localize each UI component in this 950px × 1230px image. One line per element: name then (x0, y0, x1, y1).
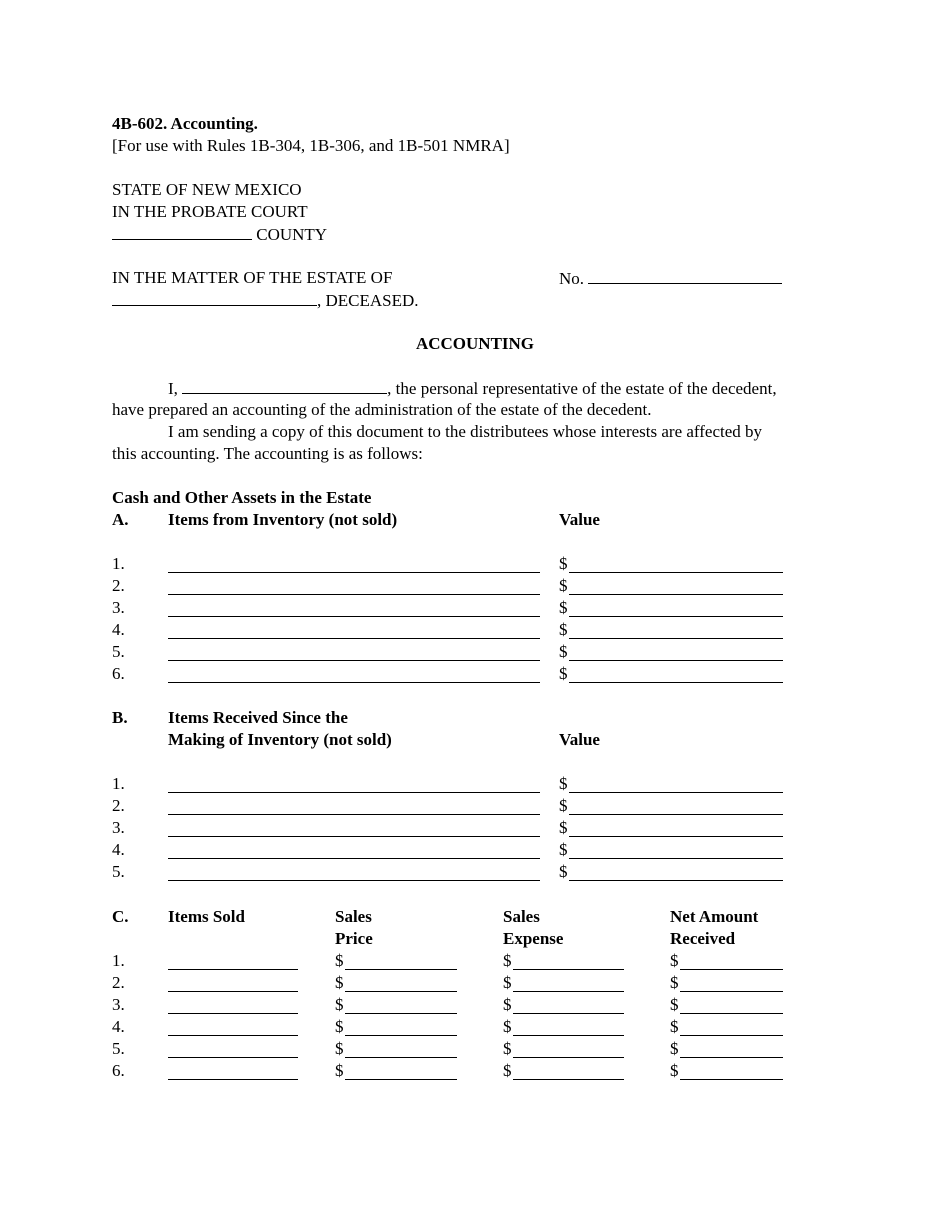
representative-name-blank[interactable] (182, 377, 387, 394)
county-label: COUNTY (256, 225, 328, 244)
section-a-title: Items from Inventory (not sold) (168, 510, 398, 529)
section-c-sales-price-dollar-sign: $ (335, 1039, 344, 1058)
section-a-dollar-sign: $ (559, 576, 568, 595)
section-c-col-net-amount-1: Net Amount (670, 907, 759, 926)
section-b-row-number: 2. (112, 796, 125, 815)
paragraph-1-line-1 (112, 377, 777, 400)
section-a-dollar-sign: $ (559, 554, 568, 573)
section-c-item-blank[interactable] (168, 1035, 298, 1036)
section-b-value-header: Value (559, 730, 600, 749)
section-c-col-items-sold: Items Sold (168, 907, 245, 926)
decedent-name-blank[interactable] (112, 289, 317, 306)
section-c-net-amount-dollar-sign: $ (670, 951, 679, 970)
section-c-net-amount-blank[interactable] (680, 969, 783, 970)
section-b-value-blank[interactable] (569, 814, 783, 815)
section-c-net-amount-blank[interactable] (680, 1079, 783, 1080)
section-a-value-blank[interactable] (569, 682, 783, 683)
section-a-dollar-sign: $ (559, 598, 568, 617)
section-a-letter: A. (112, 510, 129, 529)
section-c-row-number: 2. (112, 973, 125, 992)
section-c-net-amount-blank[interactable] (680, 1057, 783, 1058)
section-c-net-amount-dollar-sign: $ (670, 1061, 679, 1080)
section-c-item-blank[interactable] (168, 1013, 298, 1014)
section-c-sales-expense-dollar-sign: $ (503, 973, 512, 992)
section-a-row-number: 5. (112, 642, 125, 661)
section-a-item-blank[interactable] (168, 638, 540, 639)
section-b-value-blank[interactable] (569, 858, 783, 859)
section-a-row-number: 1. (112, 554, 125, 573)
section-b-row-number: 3. (112, 818, 125, 837)
section-c-item-blank[interactable] (168, 1079, 298, 1080)
section-c-sales-price-blank[interactable] (345, 1079, 457, 1080)
section-c-sales-price-blank[interactable] (345, 1057, 457, 1058)
deceased-line (112, 289, 419, 312)
section-a-dollar-sign: $ (559, 620, 568, 639)
section-b-value-blank[interactable] (569, 792, 783, 793)
section-c-col-sales-expense-1: Sales (503, 907, 540, 926)
rule-title: 4B-602. Accounting. (112, 114, 258, 133)
section-a-item-blank[interactable] (168, 682, 540, 683)
county-blank[interactable] (112, 223, 252, 240)
section-a-row-number: 3. (112, 598, 125, 617)
section-c-sales-price-blank[interactable] (345, 969, 457, 970)
section-b-value-blank[interactable] (569, 880, 783, 881)
section-b-item-blank[interactable] (168, 880, 540, 881)
section-b-value-blank[interactable] (569, 836, 783, 837)
case-number-blank[interactable] (588, 267, 782, 284)
section-c-sales-expense-dollar-sign: $ (503, 951, 512, 970)
section-c-net-amount-dollar-sign: $ (670, 995, 679, 1014)
paragraph-1-line-2: have prepared an accounting of the administration of the estate of the decedent. (112, 400, 652, 419)
section-b-item-blank[interactable] (168, 792, 540, 793)
case-number-line (559, 267, 782, 290)
section-c-item-blank[interactable] (168, 969, 298, 970)
section-c-sales-price-dollar-sign: $ (335, 1061, 344, 1080)
p2-text: I am sending a copy of this document to the distributees whose interests are affected by (168, 422, 763, 441)
section-a-item-blank[interactable] (168, 660, 540, 661)
section-c-sales-expense-blank[interactable] (513, 991, 624, 992)
section-a-dollar-sign: $ (559, 664, 568, 683)
section-b-dollar-sign: $ (559, 774, 568, 793)
section-a-value-blank[interactable] (569, 572, 783, 573)
section-a-item-blank[interactable] (168, 616, 540, 617)
section-a-row-number: 6. (112, 664, 125, 683)
section-b-letter: B. (112, 708, 128, 727)
p1-start: I, (168, 379, 178, 398)
section-b-row-number: 1. (112, 774, 125, 793)
section-c-sales-expense-blank[interactable] (513, 1079, 624, 1080)
deceased-label: , DECEASED. (317, 291, 419, 310)
section-c-sales-expense-dollar-sign: $ (503, 1039, 512, 1058)
section-heading: Cash and Other Assets in the Estate (112, 488, 372, 507)
section-c-net-amount-dollar-sign: $ (670, 1039, 679, 1058)
section-c-row-number: 5. (112, 1039, 125, 1058)
section-c-sales-price-dollar-sign: $ (335, 995, 344, 1014)
section-c-sales-price-blank[interactable] (345, 1035, 457, 1036)
paragraph-2-line-2: this accounting. The accounting is as follows: (112, 444, 423, 463)
section-b-item-blank[interactable] (168, 858, 540, 859)
section-b-dollar-sign: $ (559, 862, 568, 881)
section-b-row-number: 4. (112, 840, 125, 859)
section-b-title-line-2: Making of Inventory (not sold) (168, 730, 392, 749)
section-c-item-blank[interactable] (168, 991, 298, 992)
section-a-value-blank[interactable] (569, 594, 783, 595)
section-b-dollar-sign: $ (559, 796, 568, 815)
section-c-net-amount-blank[interactable] (680, 1035, 783, 1036)
section-c-letter: C. (112, 907, 129, 926)
section-c-sales-price-blank[interactable] (345, 991, 457, 992)
rule-note: [For use with Rules 1B-304, 1B-306, and 1B-501 NMRA] (112, 136, 510, 155)
document-title: ACCOUNTING (415, 334, 535, 353)
section-c-sales-price-dollar-sign: $ (335, 973, 344, 992)
county-line (112, 223, 327, 246)
section-c-net-amount-blank[interactable] (680, 1013, 783, 1014)
section-c-col-sales-price-2: Price (335, 929, 373, 948)
section-c-col-sales-price-1: Sales (335, 907, 372, 926)
section-a-row-number: 2. (112, 576, 125, 595)
section-c-sales-expense-blank[interactable] (513, 1035, 624, 1036)
estate-matter: IN THE MATTER OF THE ESTATE OF (112, 268, 393, 287)
section-a-item-blank[interactable] (168, 594, 540, 595)
section-c-row-number: 6. (112, 1061, 125, 1080)
section-c-sales-expense-dollar-sign: $ (503, 995, 512, 1014)
paragraph-2-line-1 (112, 421, 762, 443)
section-a-value-header: Value (559, 510, 600, 529)
section-c-row-number: 3. (112, 995, 125, 1014)
section-c-sales-expense-dollar-sign: $ (503, 1061, 512, 1080)
section-a-value-blank[interactable] (569, 616, 783, 617)
section-a-value-blank[interactable] (569, 638, 783, 639)
section-c-col-sales-expense-2: Expense (503, 929, 564, 948)
section-c-item-blank[interactable] (168, 1057, 298, 1058)
section-c-net-amount-dollar-sign: $ (670, 973, 679, 992)
section-b-title-line-1: Items Received Since the (168, 708, 348, 727)
state-name: STATE OF NEW MEXICO (112, 180, 302, 199)
section-c-col-net-amount-2: Received (670, 929, 736, 948)
section-c-row-number: 1. (112, 951, 125, 970)
section-c-sales-price-dollar-sign: $ (335, 1017, 344, 1036)
section-b-dollar-sign: $ (559, 840, 568, 859)
section-c-sales-expense-blank[interactable] (513, 1013, 624, 1014)
section-c-sales-expense-blank[interactable] (513, 969, 624, 970)
section-c-net-amount-blank[interactable] (680, 991, 783, 992)
section-b-row-number: 5. (112, 862, 125, 881)
section-c-sales-expense-blank[interactable] (513, 1057, 624, 1058)
section-a-item-blank[interactable] (168, 572, 540, 573)
p1-rest: , the personal representative of the estate of the decedent, (387, 379, 777, 398)
section-c-net-amount-dollar-sign: $ (670, 1017, 679, 1036)
section-c-sales-expense-dollar-sign: $ (503, 1017, 512, 1036)
section-b-dollar-sign: $ (559, 818, 568, 837)
section-a-dollar-sign: $ (559, 642, 568, 661)
case-number-label: No. (559, 269, 585, 288)
court-name: IN THE PROBATE COURT (112, 202, 308, 221)
section-a-value-blank[interactable] (569, 660, 783, 661)
section-c-row-number: 4. (112, 1017, 125, 1036)
section-b-item-blank[interactable] (168, 814, 540, 815)
section-c-sales-price-blank[interactable] (345, 1013, 457, 1014)
section-a-row-number: 4. (112, 620, 125, 639)
section-b-item-blank[interactable] (168, 836, 540, 837)
section-c-sales-price-dollar-sign: $ (335, 951, 344, 970)
